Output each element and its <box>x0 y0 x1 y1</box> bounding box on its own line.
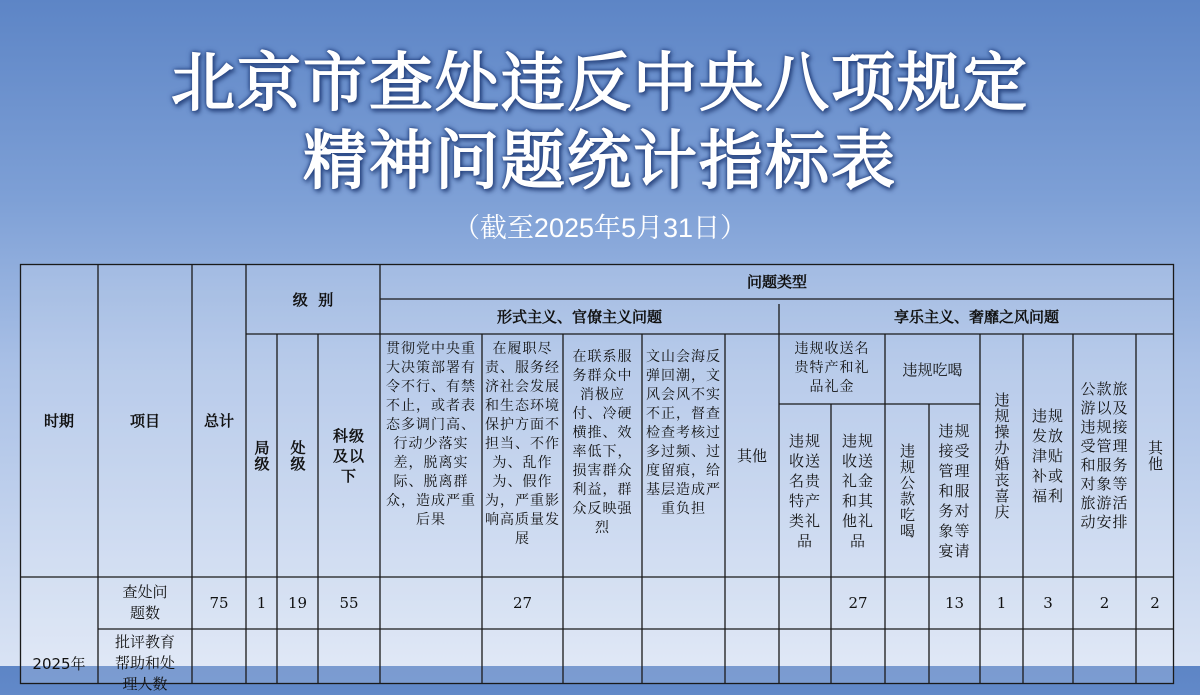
header-formalism-item-4: 文山会海反弹回潮，文风会风不实不正，督查检查考核过多过频、过度留痕，给基层造成严重负担 <box>646 349 721 517</box>
row-label-handled: 批评教育帮助和处理人数 <box>114 633 175 693</box>
page-subtitle: （截至2025年5月31日） <box>452 213 748 243</box>
header-total: 总计 <box>203 412 234 430</box>
row1-f2: 27 <box>512 594 533 612</box>
row1-dine-b: 13 <box>944 594 965 612</box>
header-dine-a: 违规公款吃喝 <box>898 442 916 539</box>
header-travel: 公款旅游以及违规接受管理和服务对象等旅游活动安排 <box>1080 379 1129 531</box>
row1-chu: 19 <box>287 594 308 612</box>
header-level-ke: 科级及以下 <box>332 426 365 485</box>
period-label: 2025年 <box>32 654 86 673</box>
header-level-chu: 处级 <box>288 439 307 472</box>
header-formalism-item-3: 在联系服务群众中消极应付、冷硬横推、效率低下，损害群众利益，群众反映强烈 <box>572 349 633 536</box>
row1-f4 <box>642 577 725 629</box>
header-other: 其他 <box>1146 439 1164 472</box>
page-title-line1: 北京市查处违反中央八项规定 <box>171 47 1029 121</box>
header-hedonism: 享乐主义、奢靡之风问题 <box>893 308 1059 326</box>
header-formalism-item-2: 在履职尽责、服务经济社会发展和生态环境保护方面不担当、不作为、乱作为、假作为，严重影响高质量发展 <box>485 341 560 547</box>
header-gift: 违规收送名贵特产和礼品礼金 <box>794 341 870 395</box>
row1-wedding: 1 <box>996 594 1007 612</box>
row1-other: 2 <box>1150 594 1160 612</box>
header-level-ju: 局级 <box>252 439 271 472</box>
page-title-line2: 精神问题统计指标表 <box>303 125 897 199</box>
row1-ke: 55 <box>339 594 359 612</box>
header-subsidy: 违规发放津贴补或福利 <box>1031 406 1064 505</box>
row-label-cases: 查处问题数 <box>122 583 168 622</box>
header-formalism: 形式主义、官僚主义问题 <box>496 308 662 326</box>
row1-f3 <box>563 577 642 629</box>
statistics-table <box>20 264 1174 693</box>
row1-dine-a <box>885 577 929 629</box>
row1-travel: 2 <box>1099 594 1110 612</box>
header-period: 时期 <box>43 412 74 430</box>
header-problem-type: 问题类型 <box>746 273 807 291</box>
header-level: 级 别 <box>292 290 334 309</box>
header-gift-b: 违规收送礼金和其他礼品 <box>841 431 874 550</box>
header-dine-b: 违规接受管理和服务对象等宴请 <box>938 421 971 560</box>
header-gift-a: 违规收送名贵特产类礼品 <box>788 431 821 550</box>
row1-ju: 1 <box>256 594 267 612</box>
row1-f1 <box>380 577 482 629</box>
row1-total: 75 <box>209 594 229 612</box>
row1-f5 <box>725 577 779 629</box>
header-item: 项目 <box>129 412 160 430</box>
header-wedding: 违规操办婚丧喜庆 <box>992 391 1011 520</box>
row1-gift-b: 27 <box>848 594 868 612</box>
row1-gift-a <box>779 577 831 629</box>
header-formalism-item-1: 贯彻党中央重大决策部署有令不行、有禁不止，或者表态多调门高、行动少落实差，脱离实际、脱离群众，造成严重后果 <box>386 341 476 528</box>
header-formalism-other: 其他 <box>736 447 767 465</box>
header-dine: 违规吃喝 <box>902 360 963 379</box>
row1-subsidy: 3 <box>1043 594 1053 612</box>
